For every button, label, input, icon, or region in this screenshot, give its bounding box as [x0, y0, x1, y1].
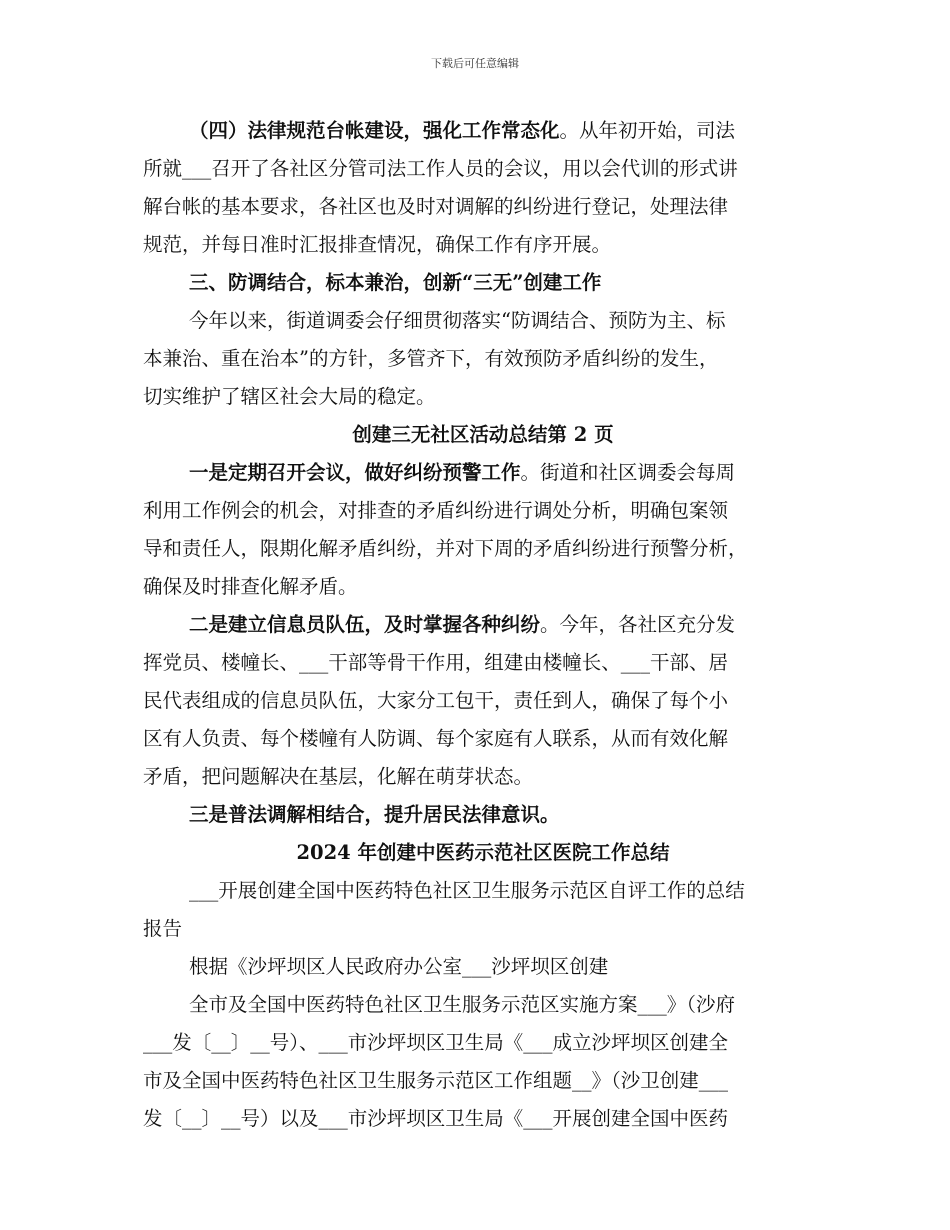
body-text: 。从年初开始，司法 — [559, 119, 736, 142]
text-line — [143, 720, 823, 758]
body-text: 确保及时排查化解矛盾。 — [143, 575, 358, 598]
page-header: 下载后可任意编辑 — [431, 57, 519, 70]
text-line — [143, 530, 823, 568]
text-line — [143, 986, 823, 1024]
text-line — [143, 150, 823, 188]
text-line — [143, 1024, 823, 1062]
text-line — [143, 568, 823, 606]
body-text: 挥党员、楼幢长、___干部等骨干作用，组建由楼幢长、___干部、居 — [143, 651, 729, 674]
body-text: 规范，并每日准时汇报排查情况，确保工作有序开展。 — [143, 233, 612, 256]
text-line — [143, 454, 823, 492]
body-text: ___开展创建全国中医药特色社区卫生服务示范区自评工作的总结 — [189, 879, 745, 902]
text-line — [143, 492, 823, 530]
bold-heading-text: 2024 年创建中医药示范社区医院工作总结 — [296, 841, 670, 864]
text-line — [143, 948, 823, 986]
bold-heading-text: （四）法律规范台帐建设，强化工作常态化 — [189, 119, 560, 142]
body-text: 利用工作例会的机会，对排查的矛盾纠纷进行调处分析，明确包案领 — [143, 499, 729, 522]
text-line — [143, 112, 823, 150]
body-text: 市及全国中医药特色社区卫生服务示范区工作组题__》（沙卫创建___ — [143, 1069, 729, 1092]
body-text: ___发〔__〕__号）、___市沙坪坝区卫生局《___成立沙坪坝区创建全 — [143, 1031, 729, 1054]
body-text: 根据《沙坪坝区人民政府办公室___沙坪坝区创建 — [189, 955, 609, 978]
text-line — [143, 606, 823, 644]
text-line — [143, 302, 823, 340]
text-line — [143, 416, 823, 454]
text-line — [143, 1062, 823, 1100]
body-text: 本兼治、重在治本”的方针，多管齐下，有效预防矛盾纠纷的发生， — [143, 347, 719, 370]
bold-heading-text: 创建三无社区活动总结第 2 页 — [352, 423, 614, 446]
body-text: 今年以来，街道调委会仔细贯彻落实“防调结合、预防为主、标 — [189, 309, 726, 332]
body-text: 报告 — [143, 917, 183, 940]
text-line — [143, 264, 823, 302]
bold-heading-text: 三是普法调解相结合，提升居民法律意识。 — [189, 803, 560, 826]
body-text: 民代表组成的信息员队伍，大家分工包干，责任到人，确保了每个小 — [143, 689, 729, 712]
body-text: 。今年，各社区充分发 — [540, 613, 736, 636]
body-text: 解台帐的基本要求，各社区也及时对调解的纠纷进行登记，处理法律 — [143, 195, 729, 218]
text-line — [143, 796, 823, 834]
body-text: 。街道和社区调委会每周 — [520, 461, 736, 484]
text-line — [143, 682, 823, 720]
text-line — [143, 834, 823, 872]
text-line — [143, 226, 823, 264]
text-line — [143, 910, 823, 948]
text-line — [143, 188, 823, 226]
text-line — [143, 1100, 823, 1138]
body-text: 切实维护了辖区社会大局的稳定。 — [143, 385, 436, 408]
body-text: 区有人负责、每个楼幢有人防调、每个家庭有人联系，从而有效化解 — [143, 727, 729, 750]
text-line — [143, 340, 823, 378]
body-text: 导和责任人，限期化解矛盾纠纷，并对下周的矛盾纠纷进行预警分析， — [143, 537, 748, 560]
body-text: 全市及全国中医药特色社区卫生服务示范区实施方案___》（沙府 — [189, 993, 736, 1016]
bold-heading-text: 二是建立信息员队伍，及时掌握各种纠纷 — [189, 613, 541, 636]
text-line — [143, 758, 823, 796]
body-text: 矛盾，把问题解决在基层，化解在萌芽状态。 — [143, 765, 534, 788]
text-line — [143, 872, 823, 910]
body-text: 发〔__〕__号）以及___市沙坪坝区卫生局《___开展创建全国中医药 — [143, 1107, 729, 1130]
bold-heading-text: 三、防调结合，标本兼治，创新“三无”创建工作 — [189, 271, 602, 294]
body-text: 所就___召开了各社区分管司法工作人员的会议，用以会代训的形式讲 — [143, 157, 738, 180]
text-line — [143, 644, 823, 682]
document-body — [143, 112, 823, 1138]
bold-heading-text: 一是定期召开会议，做好纠纷预警工作 — [189, 461, 521, 484]
text-line — [143, 378, 823, 416]
